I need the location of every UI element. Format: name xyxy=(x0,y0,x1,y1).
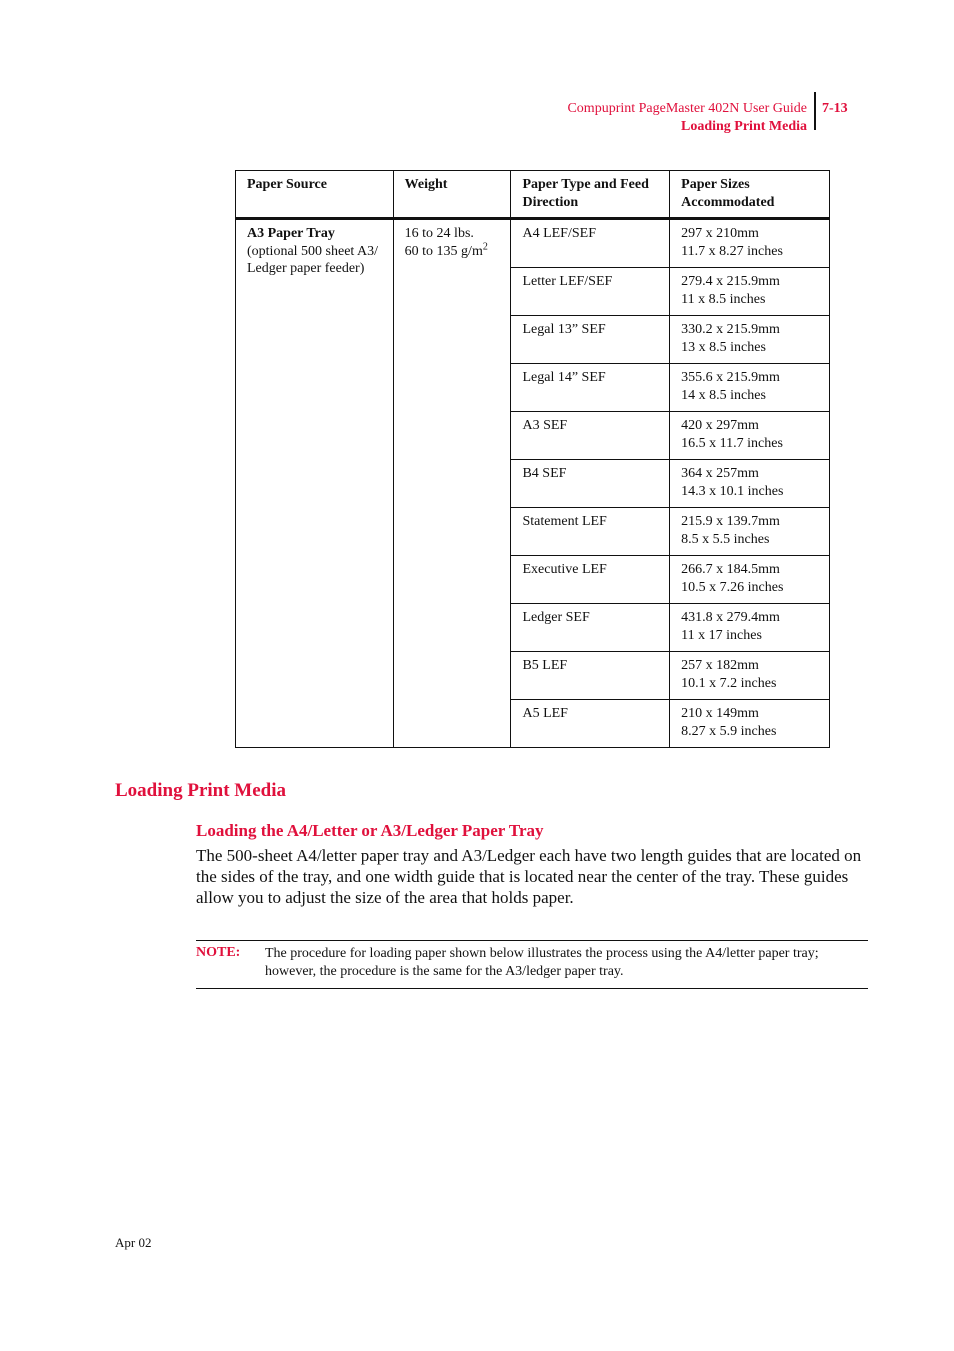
paper-spec-table xyxy=(235,170,830,748)
paper-size-mm: 215.9 x 139.7mm xyxy=(681,514,780,529)
paper-type-cell: A4 LEF/SEF xyxy=(511,219,670,268)
paper-size-inches: 11.7 x 8.27 inches xyxy=(681,243,783,259)
paper-source-description: Ledger paper feeder) xyxy=(247,261,365,276)
paper-type-cell: B5 LEF xyxy=(511,652,670,700)
note-top-rule xyxy=(196,940,868,941)
paper-type-cell: A3 SEF xyxy=(511,412,670,460)
paper-source-name: A3 Paper Tray xyxy=(247,226,335,241)
paper-type-cell: Letter LEF/SEF xyxy=(511,268,670,316)
note-text: The procedure for loading paper shown below illustrates the process using the A4/letter paper tray; however, the procedure is the same for the A3/ledger paper tray. xyxy=(265,946,819,979)
paper-size-cell xyxy=(670,700,830,748)
paper-size-mm: 431.8 x 279.4mm xyxy=(681,610,780,625)
paper-size-inches: 14 x 8.5 inches xyxy=(681,387,766,403)
table-row xyxy=(236,219,830,268)
header-paper-type: Paper Type and Feed Direction xyxy=(511,171,670,219)
paper-size-mm: 210 x 149mm xyxy=(681,706,759,721)
header-divider xyxy=(814,92,816,130)
paper-type-cell: Ledger SEF xyxy=(511,604,670,652)
table-header-row xyxy=(236,171,830,219)
paper-type-cell: Executive LEF xyxy=(511,556,670,604)
paper-type-cell: A5 LEF xyxy=(511,700,670,748)
running-header-section-title: Loading Print Media xyxy=(680,119,807,134)
weight-cell xyxy=(393,219,511,748)
paper-type-cell: Statement LEF xyxy=(511,508,670,556)
paper-size-cell xyxy=(670,508,830,556)
note-bottom-rule xyxy=(196,988,868,989)
running-header-guide-title: Compuprint PageMaster 402N User Guide xyxy=(567,101,807,116)
paper-size-cell xyxy=(670,219,830,268)
paper-size-cell xyxy=(670,460,830,508)
paper-size-mm: 279.4 x 215.9mm xyxy=(681,274,780,289)
subsection-heading: Loading the A4/Letter or A3/Ledger Paper Tray xyxy=(196,821,544,840)
paper-size-mm: 266.7 x 184.5mm xyxy=(681,562,780,577)
note-label: NOTE: xyxy=(196,945,241,960)
paper-size-cell xyxy=(670,316,830,364)
paper-size-inches: 14.3 x 10.1 inches xyxy=(681,483,784,499)
paper-type-cell: B4 SEF xyxy=(511,460,670,508)
paper-source-cell xyxy=(236,219,394,748)
paper-size-mm: 330.2 x 215.9mm xyxy=(681,322,780,337)
page-number: 7-13 xyxy=(822,101,848,116)
weight-gsm: 60 to 135 g/m xyxy=(404,243,483,259)
paper-type-cell: Legal 13” SEF xyxy=(511,316,670,364)
paper-size-mm: 420 x 297mm xyxy=(681,418,759,433)
paper-source-description: (optional 500 sheet A3/ xyxy=(247,243,379,259)
paper-type-cell: Legal 14” SEF xyxy=(511,364,670,412)
paper-size-cell xyxy=(670,652,830,700)
section-heading: Loading Print Media xyxy=(115,780,287,801)
paper-size-inches: 10.1 x 7.2 inches xyxy=(681,675,777,691)
header-paper-sizes: Paper Sizes Accommodated xyxy=(670,171,830,219)
weight-lbs: 16 to 24 lbs. xyxy=(404,226,474,241)
paper-size-inches: 16.5 x 11.7 inches xyxy=(681,435,783,451)
paper-size-mm: 355.6 x 215.9mm xyxy=(681,370,780,385)
paper-size-inches: 8.5 x 5.5 inches xyxy=(681,531,770,547)
paper-size-inches: 8.27 x 5.9 inches xyxy=(681,723,777,739)
footer-date: Apr 02 xyxy=(115,1235,152,1250)
paper-size-cell xyxy=(670,268,830,316)
body-paragraph: The 500-sheet A4/letter paper tray and A3/Ledger each have two length guides that are located on the sides of the tray, and one width guide that is located near the center of the tray. These guides allow you to adjust the size of the area that holds paper. xyxy=(196,846,862,907)
header-paper-source: Paper Source xyxy=(236,171,394,219)
paper-size-cell xyxy=(670,412,830,460)
paper-size-mm: 257 x 182mm xyxy=(681,658,759,673)
paper-size-cell xyxy=(670,604,830,652)
weight-gsm-exponent: 2 xyxy=(482,240,488,252)
paper-size-mm: 297 x 210mm xyxy=(681,226,759,241)
header-weight: Weight xyxy=(393,171,511,219)
paper-size-inches: 10.5 x 7.26 inches xyxy=(681,579,784,595)
paper-size-cell xyxy=(670,556,830,604)
paper-size-mm: 364 x 257mm xyxy=(681,466,759,481)
paper-size-cell xyxy=(670,364,830,412)
paper-size-inches: 11 x 8.5 inches xyxy=(681,291,766,307)
paper-size-inches: 13 x 8.5 inches xyxy=(681,339,766,355)
paper-size-inches: 11 x 17 inches xyxy=(681,627,762,643)
